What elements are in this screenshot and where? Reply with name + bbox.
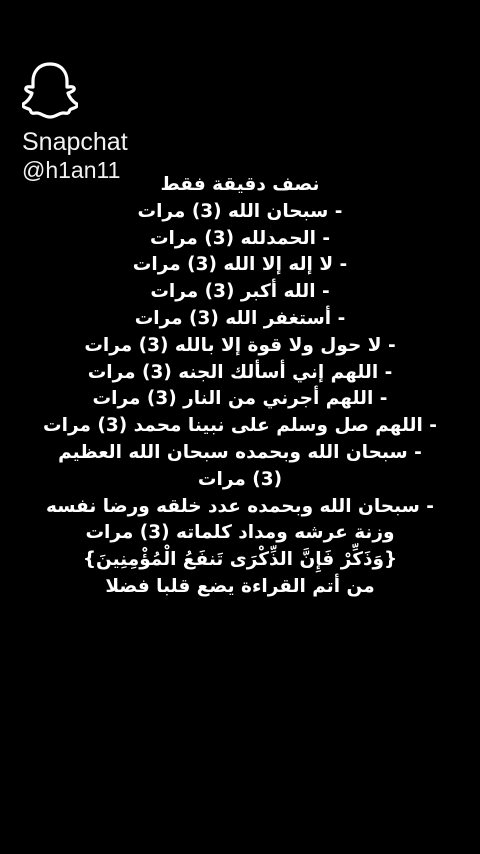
heading-line: نصف دقيقة فقط (160, 174, 320, 195)
dhikr-line: (3) مرات (197, 468, 283, 490)
snapchat-ghost-icon (22, 60, 78, 120)
snapchat-watermark (22, 60, 222, 184)
quran-verse-line: {وَذَكِّرْ فَإِنَّ الذِّكْرَى تَنفَعُ الْمُؤْمِنِينَ} (82, 549, 398, 571)
dhikr-line: - سبحان الله وبحمده سبحان الله العظيم (58, 441, 422, 463)
dhikr-line: - الحمدلله (3) مرات (149, 227, 331, 249)
dhikr-line: - سبحان الله (3) مرات (137, 200, 343, 222)
dhikr-line: - الله أكبر (3) مرات (150, 281, 330, 303)
dhikr-line: وزنة عرشه ومداد كلماته (3) مرات (85, 522, 395, 544)
closing-line: من أتم القراءة يضع قلبا فضلا (105, 575, 375, 597)
dhikr-line: - لا إله إلا الله (3) مرات (132, 254, 348, 276)
brand-handle: @h1an11 (22, 157, 121, 183)
dhikr-line: - لا حول ولا قوة إلا بالله (3) مرات (84, 334, 396, 356)
dhikr-line: - أستغفر الله (3) مرات (134, 307, 346, 329)
brand-name: Snapchat (22, 128, 128, 156)
dhikr-line: - اللهم إني أسألك الجنه (3) مرات (87, 361, 393, 383)
dhikr-text-block (30, 172, 450, 601)
dhikr-line: - سبحان الله وبحمده عدد خلقه ورضا نفسه (46, 495, 434, 517)
dhikr-line: - اللهم أجرني من النار (3) مرات (92, 388, 388, 410)
dhikr-line: - اللهم صل وسلم على نبينا محمد (3) مرات (43, 415, 437, 437)
